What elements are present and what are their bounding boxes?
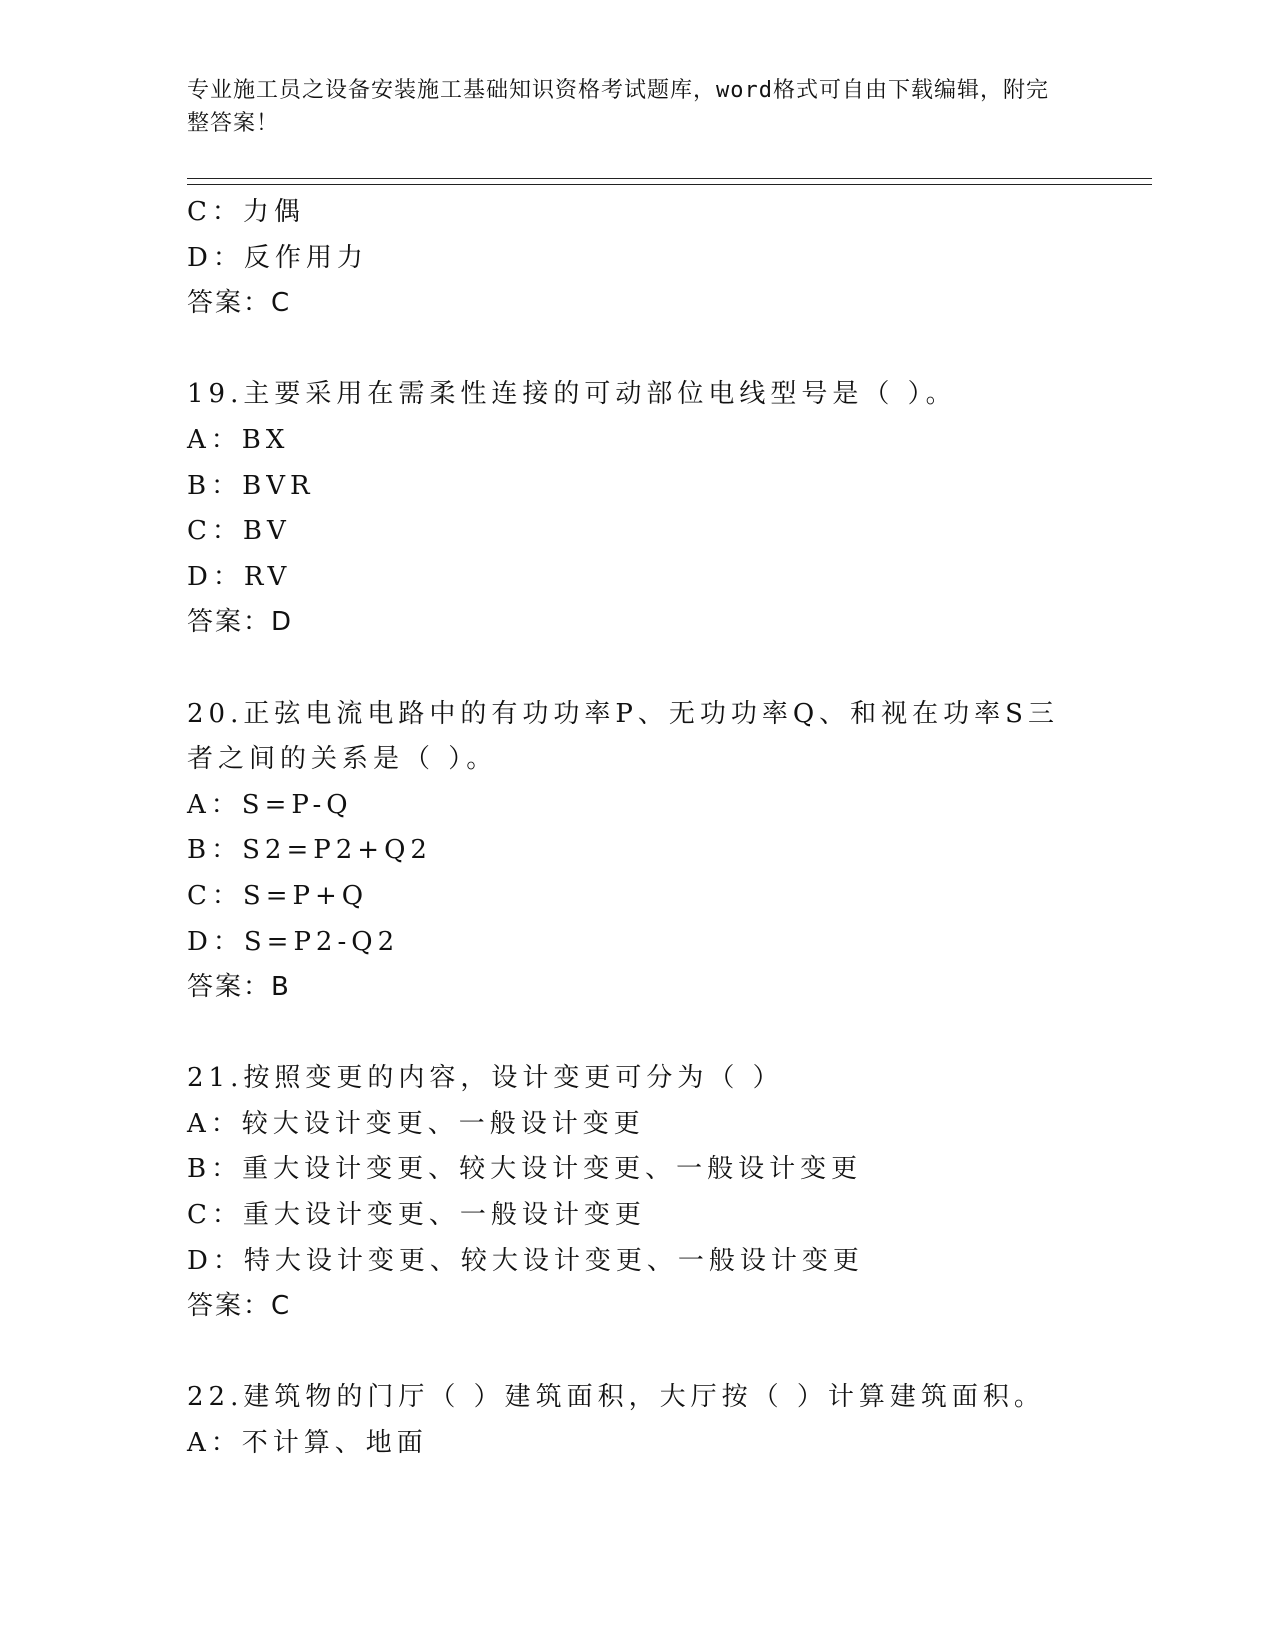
option-d: D：反作用力 [187, 242, 368, 273]
header-rule-bottom [187, 184, 1152, 185]
option-c: C：力偶 [187, 197, 305, 227]
answer-line: 答案：D [187, 607, 294, 638]
option-c: C：重大设计变更、一般设计变更 [187, 1200, 646, 1231]
answer-line: 答案：C [187, 288, 292, 319]
question-22 [187, 1375, 1087, 1466]
question-21 [187, 1056, 1087, 1330]
option-c: C：BV [187, 516, 291, 547]
option-b: B：S2=P2+Q2 [187, 835, 432, 866]
option-d: D：S=P2-Q2 [187, 926, 400, 957]
spacer [187, 1011, 1087, 1057]
option-a: A：不计算、地面 [187, 1428, 428, 1459]
option-d: D：RV [187, 561, 292, 592]
header-rule-top [187, 178, 1152, 179]
partial-question [187, 190, 1087, 327]
option-a: A：S=P-Q [187, 789, 353, 820]
question-stem: 20.正弦电流电路中的有功功率P、无功功率Q、和视在功率S三者之间的关系是（ ）。 [187, 698, 1059, 775]
option-c: C：S=P+Q [187, 880, 369, 911]
question-20 [187, 692, 1087, 1011]
option-b: B：重大设计变更、较大设计变更、一般设计变更 [187, 1154, 863, 1185]
option-a: A：较大设计变更、一般设计变更 [187, 1108, 645, 1139]
answer-line: 答案：C [187, 1291, 292, 1322]
spacer [187, 327, 1087, 373]
document-header: 专业施工员之设备安装施工基础知识资格考试题库，word格式可自由下载编辑，附完整答案！ [187, 78, 1049, 136]
question-stem: 22.建筑物的门厅（ ）建筑面积，大厅按（ ）计算建筑面积。 [187, 1382, 1045, 1413]
question-stem: 21.按照变更的内容，设计变更可分为（ ） [187, 1063, 784, 1094]
option-a: A：BX [187, 424, 290, 455]
answer-line: 答案：B [187, 972, 291, 1003]
spacer [187, 646, 1087, 692]
option-d: D：特大设计变更、较大设计变更、一般设计变更 [187, 1245, 864, 1276]
option-b: B：BVR [187, 470, 315, 501]
spacer [187, 1330, 1087, 1376]
question-19 [187, 372, 1087, 646]
question-list [187, 190, 1087, 1467]
question-stem: 19.主要采用在需柔性连接的可动部位电线型号是（ ）。 [187, 379, 957, 410]
